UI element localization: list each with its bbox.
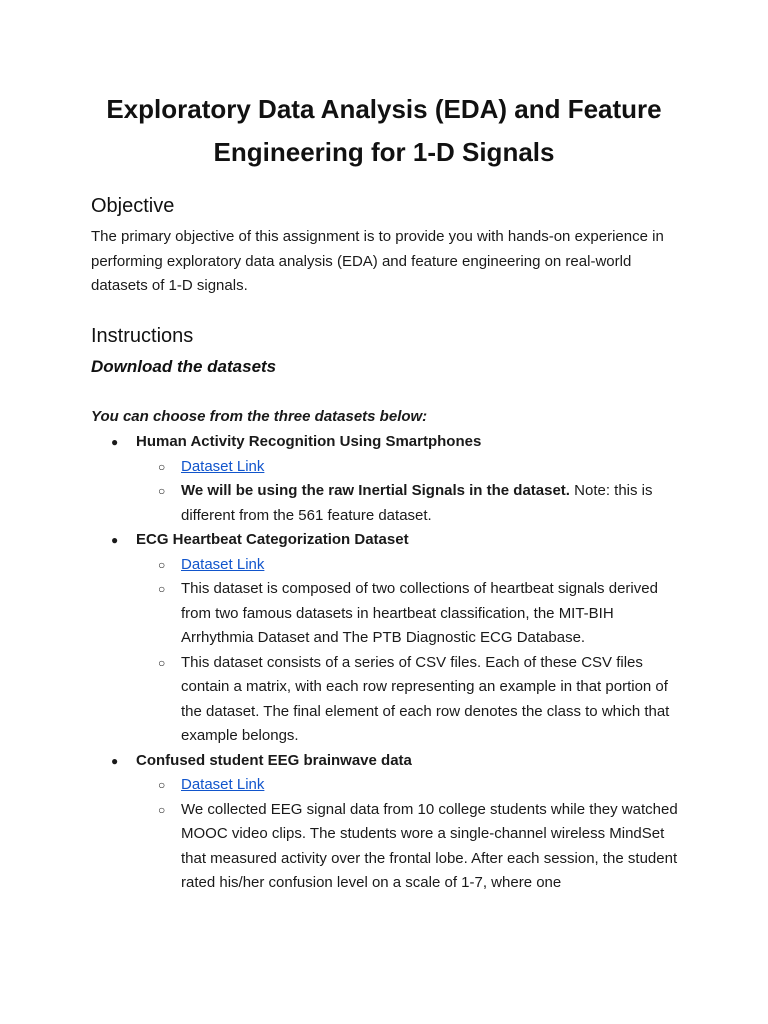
- dataset-name: ECG Heartbeat Categorization Dataset: [136, 531, 409, 548]
- circle-bullet-icon: ○: [158, 459, 166, 474]
- dataset-link[interactable]: Dataset Link: [181, 555, 265, 573]
- sub-item: [136, 455, 681, 480]
- sub-item: [136, 798, 681, 896]
- instructions-heading: Instructions: [91, 325, 194, 347]
- sub-list: [136, 455, 691, 529]
- circle-bullet-icon: ○: [158, 655, 166, 670]
- note-bold: We will be using the raw Inertial Signals in the dataset.: [181, 482, 570, 499]
- sub-list: [136, 773, 691, 896]
- list-item-ecg: [91, 528, 691, 749]
- objective-heading: Objective: [91, 195, 175, 217]
- dataset-name: Human Activity Recognition Using Smartphones: [136, 433, 482, 450]
- dataset-description: This dataset consists of a series of CSV files. Each of these CSV files contain a matrix, with each row representing an example in that portion of the dataset. The final element of each row denotes the class to which that example belongs.: [181, 653, 670, 744]
- note-text: Note: this is different from the 561 feature dataset.: [181, 482, 653, 524]
- dataset-description: This dataset is composed of two collections of heartbeat signals derived from two famous datasets in heartbeat classification, the MIT-BIH Arrhythmia Dataset and The PTB Diagnostic ECG Database.: [181, 580, 658, 646]
- sub-item: [136, 773, 681, 798]
- bullet-icon: ●: [111, 533, 119, 547]
- dataset-link[interactable]: Dataset Link: [181, 776, 265, 793]
- circle-bullet-icon: ○: [158, 557, 166, 572]
- circle-bullet-icon: ○: [158, 484, 166, 498]
- circle-bullet-icon: ○: [158, 802, 166, 817]
- download-subheading: Download the datasets: [91, 357, 277, 376]
- list-item-eeg: [91, 749, 691, 896]
- sub-item: [136, 651, 681, 749]
- dataset-intro: You can choose from the three datasets below:: [91, 408, 428, 425]
- circle-bullet-icon: ○: [158, 778, 166, 792]
- sub-item: [136, 553, 681, 578]
- dataset-list: [91, 430, 691, 896]
- dataset-name: Confused student EEG brainwave data: [136, 751, 412, 769]
- bullet-icon: ●: [111, 435, 119, 449]
- dataset-list-section: [91, 405, 691, 896]
- sub-item: [136, 479, 681, 528]
- list-item-har: [91, 430, 691, 528]
- page-title: Exploratory Data Analysis (EDA) and Feature Engineering for 1-D Signals: [106, 94, 662, 167]
- bullet-icon: ●: [111, 753, 119, 768]
- dataset-link[interactable]: Dataset Link: [181, 457, 265, 475]
- dataset-description: We collected EEG signal data from 10 college students while they watched MOOC video clips. The students wore a single-channel wireless MindSet that measured activity over the frontal lobe. After each session, the student rated his/her confusion level on a scale of 1-7, where one: [181, 800, 678, 891]
- circle-bullet-icon: ○: [158, 582, 166, 596]
- sub-item: [136, 577, 681, 651]
- sub-list: [136, 553, 691, 749]
- objective-text: The primary objective of this assignment is to provide you with hands-on experience in performing exploratory data analysis (EDA) and feature engineering on real-world datasets of 1-D signals.: [91, 228, 664, 294]
